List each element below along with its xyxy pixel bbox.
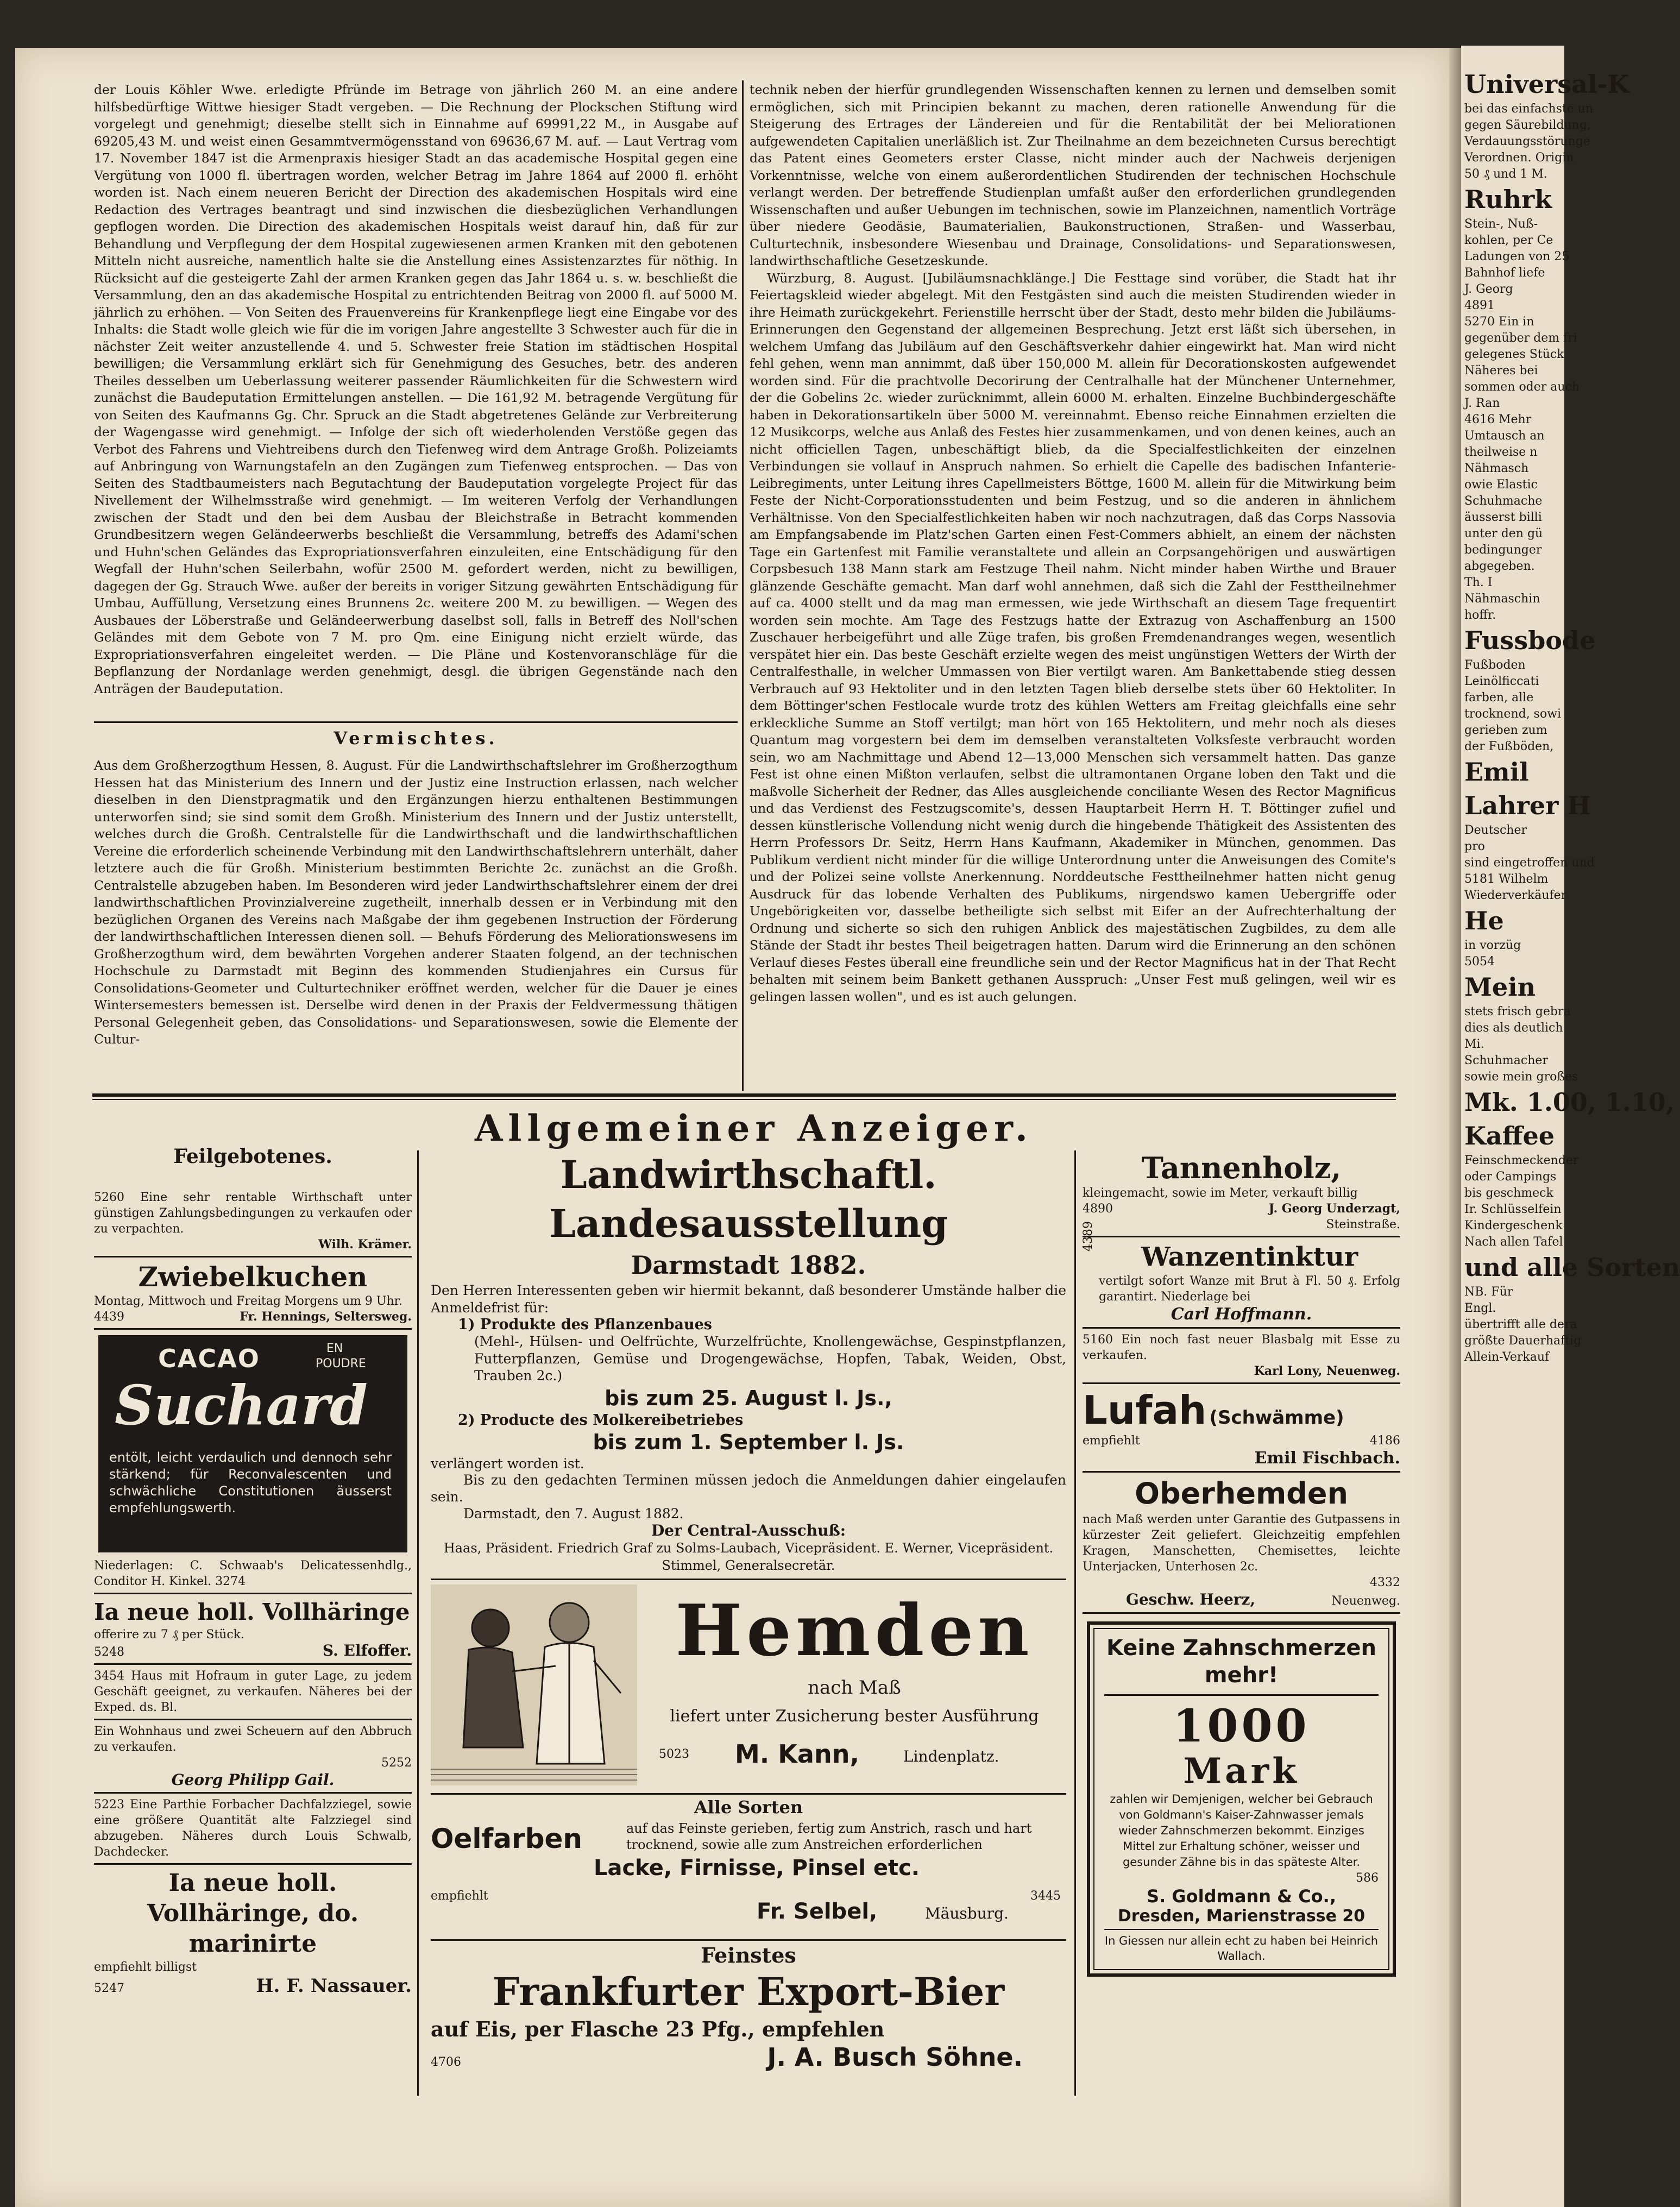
- lufah-title: Lufah: [1083, 1387, 1207, 1433]
- hemden-address: Lindenplatz.: [903, 1747, 999, 1765]
- next-page-line: Mein: [1464, 972, 1536, 1002]
- ober-title: Oberhemden: [1135, 1476, 1348, 1511]
- next-page-line: theilweise n: [1464, 445, 1538, 459]
- article-culturtechnik-text: technik neben der hierfür grundlegenden Wissenschaften kennen zu lernen und demselben somit ermöglichen, sich mit Principien bekannt zu machen, deren rationelle Anwendung für die Steigerung des Ertrages der Ländereien und für die Rentabilität der bei Meliorationen aufgewendeten Capitalien unerläßlich ist. Zur Theilnahme an dem bezeichneten Cursus berechtigt das Patent eines Geometers erster Classe, nicht minder auch der Nachweis derjenigen Vorkenntnisse, welche von einem außerordentlichen Studirenden der technischen Hochschule verlangt werden. Der betreffende Studienplan umfaßt außer den erforderlichen grundlegenden Wissenschaften und außer Uebungen im technischen, sowie im Planzeichnen, namentlich Vorträge über niedere Geodäsie, Baumaterialien, Baukonstructionen, Straßen- und Wasserbau, Culturtechnik, insbesondere Wiesenbau und Drainage, Consolidations- und Separationswesen, landwirthschaftliche Gesetzeskunde.: [750, 82, 1396, 268]
- ziegel-text: 5223 Eine Parthie Forbacher Dachfalzziegel, sowie eine größere Quantität alte Falzziegel sind abzugeben. Näheres durch Louis Schwalb, Dachdecker.: [94, 1798, 412, 1859]
- ad-column-right: [1083, 1150, 1400, 1977]
- next-page-line: 5270 Ein in: [1464, 315, 1534, 329]
- next-page-line: in vorzüg: [1464, 939, 1521, 952]
- feil-heading: Feilgebotenes.: [173, 1145, 332, 1168]
- lufah-number: 4186: [1370, 1434, 1400, 1448]
- next-page-line: farben, alle: [1464, 691, 1534, 705]
- next-page-line: pro: [1464, 840, 1485, 853]
- cacao-poudre: POUDRE: [316, 1357, 366, 1370]
- next-page-line: Näheres bei: [1464, 364, 1538, 378]
- wanzen-signature: Carl Hoffmann.: [1171, 1305, 1312, 1324]
- column-divider: [742, 80, 744, 1091]
- next-page-line: sind eingetroffen und: [1464, 856, 1595, 870]
- hemden-text: liefert unter Zusicherung bester Ausführung: [670, 1706, 1039, 1726]
- next-page-line: 4616 Mehr: [1464, 413, 1532, 426]
- zahn-number: 586: [1356, 1871, 1379, 1885]
- oel-signature: Fr. Selbel,: [757, 1898, 878, 1924]
- herring-signature: S. Elfoffer.: [322, 1642, 412, 1659]
- zahn-address: Dresden, Marienstrasse 20: [1117, 1907, 1366, 1926]
- next-page-line: Fußboden: [1464, 658, 1526, 672]
- anzeiger-title: Allgemeiner Anzeiger.: [475, 1107, 1033, 1149]
- next-page-line: unter den gü: [1464, 527, 1543, 540]
- next-page-line: Nähmaschin: [1464, 592, 1540, 606]
- herring-footer: [94, 1643, 412, 1660]
- scheuer-number: 5252: [381, 1756, 412, 1770]
- bier-title: Frankfurter Export-Bier: [492, 1969, 1005, 2014]
- zwiebel-footer: [94, 1309, 412, 1325]
- ober-address: Neuenweg.: [1331, 1594, 1400, 1608]
- newspaper-page: [15, 48, 1449, 2207]
- tannen-title: Tannenholz,: [1141, 1150, 1342, 1185]
- zwiebel-text: Montag, Mittwoch und Freitag Morgens um 9 Uhr.: [94, 1294, 402, 1308]
- zahn-local: In Giessen nur allein echt zu haben bei Heinrich Wallach.: [1104, 1934, 1379, 1963]
- zahn-amount: 1000: [1173, 1700, 1310, 1752]
- next-page-line: Nach allen Tafel: [1464, 1235, 1563, 1249]
- zwiebel-signature: Fr. Hennings, Seltersweg.: [240, 1310, 412, 1324]
- next-page-line: Kindergeschenk: [1464, 1219, 1563, 1233]
- bier-number: 4706: [431, 2055, 461, 2069]
- next-page-line: stets frisch gebra: [1464, 1005, 1571, 1018]
- article-city-council-text: der Louis Köhler Wwe. erledigte Pfründe im Betrage von jährlich 260 M. an eine andere hilfsbedürftige Wittwe hiesiger Stadt vergeben. — Die Rechnung der Plockschen Stiftung wird vorgelegt und genehmigt; dieselbe stellt sich in Einnahme auf 69991,22 M., in Ausgabe auf 69205,43 M. und weist einen Gesammtvermögensstand von 69636,67 M. auf. — Laut Vertrag vom 17. November 1847 ist die Armenpraxis hiesiger Stadt an das academische Hospital gegen eine Vergütung von 1000 fl. übertragen worden, welcher Betrag im Jahre 1864 auf 2000 fl. erhöht worden ist. Nach einem neueren Bericht der Direction des akademischen Hospitals wird eine Redaction des Vertrages beantragt und sind inzwischen die diesbezüglichen Verhandlungen gepflogen worden. Die Direction des akademischen Hospitals weist darauf hin, daß für zur Behandlung und Verpflegung der dem Hospital zugewiesenen armen Kranken mit den gebotenen Mitteln nicht ausreiche, namentlich halte sie die Anstellung eines Assistenzarztes für nöthig. In Rücksicht auf die gesteigerte Zahl der armen Kranken gegen das Jahr 1864 u. s. w. beschließt die Versammlung, den an das akademische Hospital zu entrichtenden Beitrag von 2000 fl. auf 5000 M. jährlich zu erhöhen. — Von Seiten des Frauenvereins für Krankenpflege liegt eine Eingabe vor des Inhalts: die Stadt wolle gleich wie für die im vorigen Jahre angestellte 3 Schwester auch für die in nächster Zeit weiter anzustellende 4. und 5. Schwester freie Station im städtischen Hospital bewilligen; die Versammlung erklärt sich für Genehmigung des Gesuches, betr. des anderen Theiles desselben um Ueberlassung weiterer passender Räumlichkeiten für die Schwestern wird zunächst die Baudeputation Ermittelungen anstellen. — Die 161,92 M. betragende Vergütung für von Seiten des Kaufmanns Gg. Chr. Spruck an die Stadt abgetretenes Gelände zur Verbreiterung der Wagengasse wird genehmigt. — Infolge der sich oft wiederholenden Verstöße gegen das Verbot des Fahrens und Viehtreibens durch den Tiefenweg wird dem Antrage Großh. Polizeiamts auf Anbringung von Warnungstafeln an den Zugängen zum Tiefenweg entsprochen. — Das von Seiten des Stadtbaumeisters nach Begutachtung der Baudeputation vorgelegte Project für das Nivellement der Wilhelmsstraße wird genehmigt. — Im weiteren Verfolg der Verhandlungen zwischen der Stadt und den bei dem Ausbau der Bleichstraße in Betracht kommenden Grundbesitzern wegen Geländeerwerbs beschließt die Versammlung, betreffs des Adami'schen und Huhn'schen Geländes das Expropriationsverfahren einzuleiten, eine Entschädigung für den Wegfall der Huhn'schen Seilerbahn, wofür 2500 M. gefordert werden, nicht zu bewilligen, dagegen der Gg. Strauch Wwe. außer der bereits in voriger Sitzung gewährten Entschädigung für Umbau, Auffüllung, Versetzung eines Brunnens 2c. weitere 200 M. zu bewilligen. — Wegen des Ausbaues der Löberstraße und Geländeerwerbung daselbst soll, falls in Betreff des Noll'schen Geländes mit dem Gebote von 7 M. pro Qm. eine Einigung nicht erzielt würde, das Expropriationsverfahren eingeleitet werden. — Die Pläne und Kostenvoranschläge für die Bepflanzung der Nordanlage werden genehmigt, desgl. die übrigen Gegenstände nach den Anträgen der Baudeputation.: [94, 82, 738, 696]
- herring-text: offerire zu 7 ₰ per Stück.: [94, 1628, 245, 1642]
- next-page-line: Nähmasch: [1464, 462, 1529, 475]
- next-page-line: Ladungen von 25: [1464, 250, 1570, 263]
- next-page-line: kohlen, per Ce: [1464, 234, 1553, 247]
- next-page-line: 5054: [1464, 955, 1495, 969]
- anzeiger-top-rule-thin: [92, 1099, 1396, 1100]
- oel-number: 3445: [1030, 1889, 1061, 1903]
- bier-text: auf Eis, per Flasche 23 Pfg., empfehlen: [431, 2016, 885, 2041]
- tannen-footer: [1083, 1201, 1400, 1217]
- marinirt-number: 5247: [94, 1982, 124, 1995]
- landes-item1-text: (Mehl-, Hülsen- und Oelfrüchte, Wurzelfrüchte, Knollengewächse, Gespinstpflanzen, Futterpflanzen, Gemüse und Drogengewächse, Hopfen, Tabak, Weiden, Obst, Trauben 2c.): [474, 1334, 1066, 1384]
- landes-subtitle: Darmstadt 1882.: [631, 1250, 866, 1280]
- landes-committee: Der Central-Ausschuß:: [651, 1521, 846, 1539]
- next-page-line: hoffr.: [1464, 608, 1496, 622]
- next-page-line: sommen oder auch: [1464, 380, 1580, 394]
- scheuer-signature: Georg Philipp Gail.: [171, 1771, 335, 1789]
- divider: [1104, 1929, 1379, 1930]
- next-page-line: Wiederverkäufer: [1464, 889, 1567, 902]
- divider: [1104, 1694, 1379, 1696]
- section-divider: [94, 721, 738, 723]
- next-page-line: Universal-K: [1464, 70, 1629, 99]
- divider: [94, 1663, 412, 1665]
- next-page-line: J. Ran: [1464, 397, 1500, 410]
- divider: [431, 1793, 1066, 1795]
- next-page-line: trocknend, sowi: [1464, 707, 1562, 721]
- divider: [94, 1792, 412, 1794]
- hemden-ad: [431, 1584, 1066, 1791]
- landes-names: Haas, Präsident. Friedrich Graf zu Solms-Laubach, Vicepräsident. E. Werner, Vicepräsident. Stimmel, Generalsecretär.: [443, 1540, 1054, 1573]
- landes-item2-date: bis zum 1. September l. Js.: [593, 1430, 904, 1454]
- zahn-inner-frame: [1093, 1628, 1389, 1970]
- next-page-line: 4891: [1464, 299, 1495, 312]
- hemden-title: Hemden: [675, 1588, 1034, 1672]
- zwiebel-number: 4439: [94, 1310, 124, 1324]
- landes-after: verlängert worden ist.: [431, 1455, 584, 1472]
- next-page-line: oder Campings: [1464, 1170, 1557, 1184]
- landes-item1-date: bis zum 25. August l. Js.,: [605, 1386, 892, 1410]
- landes-item1-head: 1) Produkte des Pflanzenbaues: [458, 1316, 713, 1333]
- zahn-company: S. Goldmann & Co.,: [1147, 1886, 1336, 1907]
- next-page-line: Th. I: [1464, 576, 1493, 589]
- next-page-line: dies als deutlich: [1464, 1021, 1563, 1035]
- next-page-line: und alle Sorten: [1464, 1253, 1680, 1282]
- ober-signature: Geschw. Heerz,: [1126, 1590, 1256, 1608]
- next-page-line: Stein-, Nuß-: [1464, 217, 1538, 231]
- ober-number: 4332: [1370, 1576, 1400, 1589]
- ad-column-left: [94, 1134, 412, 1997]
- divider: [94, 1719, 412, 1720]
- landes-title: Landwirthschaftl. Landesausstellung: [549, 1152, 948, 1246]
- cacao-text: entölt, leicht verdaulich und dennoch sehr stärkend; für Reconvalescenten und schwächliche Constitutionen äusserst empfehlungswerth.: [109, 1450, 392, 1516]
- article-left-column: [94, 81, 738, 1059]
- hemden-number: 5023: [659, 1747, 689, 1761]
- ober-footer: [1083, 1590, 1400, 1609]
- next-page-line: Verdauungsstörunge: [1464, 135, 1590, 148]
- next-page-line: NB. Für: [1464, 1285, 1513, 1299]
- zahn-text: zahlen wir Demjenigen, welcher bei Gebrauch von Goldmann's Kaiser-Zahnwasser jemals wieder Zahnschmerzen bekommt. Einziges Mittel zur Erhaltung schöner, weisser und gesunder Zähne bis in das späteste Alter.: [1110, 1793, 1373, 1869]
- wanzen-title: Wanzentinktur: [1141, 1242, 1358, 1272]
- next-page-line: He: [1464, 906, 1504, 935]
- ad-column-divider-left: [417, 1150, 419, 2096]
- anzeiger-top-rule: [92, 1093, 1396, 1097]
- next-page-line: abgegeben.: [1464, 559, 1535, 573]
- next-page-line: owie Elastic: [1464, 478, 1538, 492]
- bier-heading: Feinstes: [701, 1942, 796, 1967]
- hemden-signature: M. Kann,: [735, 1739, 859, 1769]
- divider: [94, 1256, 412, 1257]
- divider: [1083, 1471, 1400, 1473]
- next-page-line: gegenüber dem fri: [1464, 331, 1577, 345]
- divider: [94, 1863, 412, 1865]
- marinirt-title: Ia neue holl. Vollhäringe, do. marinirte: [147, 1869, 359, 1958]
- lufah-ad: [1083, 1387, 1400, 1468]
- cacao-en: EN: [326, 1342, 343, 1355]
- next-page-line: Lahrer H: [1464, 791, 1591, 820]
- landes-place: Darmstadt, den 7. August 1882.: [463, 1505, 684, 1521]
- herring-title: Ia neue holl. Vollhäringe: [94, 1599, 410, 1625]
- next-page-line: bis geschmeck: [1464, 1186, 1553, 1200]
- cacao-sellers: Niederlagen: C. Schwaab's Delicatessenhdlg., Conditor H. Kinkel. 3274: [94, 1559, 412, 1588]
- next-page-line: bei das einfachste un: [1464, 102, 1594, 116]
- next-page-line: Ir. Schlüsselfein: [1464, 1203, 1562, 1216]
- next-page-line: der Fußböden,: [1464, 740, 1554, 753]
- misc-heading: Vermischtes.: [334, 728, 498, 749]
- wanzen-number: 4389: [1081, 1221, 1095, 1252]
- next-page-line: gegen Säurebildung,: [1464, 118, 1591, 132]
- next-page-line: Ruhrk: [1464, 185, 1552, 214]
- ad-column-center: [431, 1150, 1066, 2072]
- next-page-line: übertrifft alle dera: [1464, 1318, 1577, 1331]
- feil-text: 5260 Eine sehr rentable Wirthschaft unter günstigen Zahlungsbedingungen zu verkaufen oder zu verpachten.: [94, 1191, 412, 1236]
- next-page-line: Mi.: [1464, 1038, 1484, 1051]
- next-page-line: Mk. 1.00, 1.10,: [1464, 1087, 1675, 1117]
- wanzen-text: vertilgt sofort Wanze mit Brut à Fl. 50 ₰. Erfolg garantirt. Niederlage bei: [1099, 1274, 1400, 1304]
- zahn-unit: Mark: [1183, 1751, 1300, 1791]
- haus-text: 3454 Haus mit Hofraum in guter Lage, zu jedem Geschäft geeignet, zu verkaufen. Näheres bei der Exped. ds. Bl.: [94, 1669, 412, 1714]
- next-page-line: Schuhmacher: [1464, 1054, 1548, 1067]
- blasbalg-text: 5160 Ein noch fast neuer Blasbalg mit Esse zu verkaufen.: [1083, 1333, 1400, 1362]
- next-page-line: sowie mein großes: [1464, 1070, 1578, 1084]
- marinirt-footer: [94, 1975, 412, 1997]
- next-page-line: Umtausch an: [1464, 429, 1545, 443]
- cacao-label: CACAO: [158, 1344, 260, 1373]
- oel-text: auf das Feinste gerieben, fertig zum Anstrich, rasch und hart trocknend, sowie alle zum Anstreichen erforderlichen: [626, 1820, 1032, 1852]
- divider: [1083, 1327, 1400, 1329]
- next-page-line: 50 ₰ und 1 M.: [1464, 167, 1547, 181]
- lufah-footer: [1083, 1433, 1400, 1449]
- next-page-line: Verordnen. Origin: [1464, 151, 1574, 165]
- oel-ad: [431, 1818, 1066, 1937]
- article-right-column: [750, 81, 1396, 1092]
- next-page-text: [1464, 67, 1680, 1366]
- next-page-line: Schuhmache: [1464, 494, 1543, 508]
- marinirt-text: empfiehlt billigst: [94, 1960, 197, 1974]
- divider: [94, 1328, 412, 1330]
- divider: [431, 1579, 1066, 1580]
- divider: [431, 1939, 1066, 1941]
- lufah-text: empfiehlt: [1083, 1434, 1140, 1448]
- oel-title: Oelfarben: [431, 1822, 583, 1854]
- next-page-line: Bahnhof liefe: [1464, 266, 1545, 280]
- landes-note: Bis zu den gedachten Terminen müssen jedoch die Anmeldungen dahier eingelaufen sein.: [431, 1472, 1066, 1505]
- next-page-line: gerieben zum: [1464, 724, 1547, 737]
- article-wuerzburg-text: Würzburg, 8. August. [Jubiläumsnachklänge.] Die Festtage sind vorüber, die Stadt hat ihr Feiertagskleid wieder abgelegt. Mit den Festgästen sind auch die meisten Studirenden wieder in ihre Heimath zurückgekehrt. Ferienstille herrscht über der Stadt, desto mehr bilden die Jubiläums-Erinnerungen den Gegenstand der allgemeinen Besprechung. Jetzt erst läßt sich übersehen, in welchem Umfang das Jubiläum auf den Geschäftsverkehr dahier eingewirkt hat. Man wird nicht fehl gehen, wenn man annimmt, daß über 150,000 M. allein für Decorationskosten aufgewendet worden sind. Für die prachtvolle Decorirung der Centralhalle hat der Münchener Unternehmer, der die Gobelins 2c. wieder zurücknimmt, allein 6000 M. erhalten. Einzelne Buchbindergeschäfte haben in Dekorationsartikeln über 5000 M. vereinnahmt. Ebenso reiche Einnahmen erzielten die 12 Musikcorps, welche aus Anlaß des Festes hier zusammenkamen, und von denen keines, auch an nicht officiellen Tagen, unbeschäftigt blieb, da die Specialfestlichkeiten der einzelnen Verbindungen sie vollauf in Anspruch nahmen. So erhielt die Capelle des badischen Infanterie-Leibregiments, unter Leitung ihres Capellmeisters Böttge, 1600 M. allein für die Mitwirkung beim Feste der Nicht-Corporationsstudenten und beim Festzug, und so die anderen in ähnlichem Verhältnisse. Von den Specialfestlichkeiten haben wir noch nachzutragen, daß das Corps Nassovia am Empfangsabende im Platz'schen Garten einen Fest-Commers abhielt, an einem der nächsten Tage ein Gartenfest mit Familie veranstaltete und allein an Corpsangehörigen und auswärtigen Corpsbesuch 138 Mann stark am Festzuge Theil nahm. Nicht minder haben Wirthe und Brauer glänzende Geschäfte gemacht. Man darf wohl annehmen, daß sich die Zahl der Festtheilnehmer auf ca. 4000 stellt und da mag man ermessen, wie jede Wirthschaft an diesem Tage frequentirt worden sein mochte. Am Tage des Festzugs hatte der Extrazug von Aschaffenburg an 1500 Zuschauer herbeigeführt und alle Züge trafen, bis großen Fremdenandranges wegen, wesentlich verspätet hier ein. Das beste Geschäft erzielte wegen des meist ungünstigen Wetters der Wirth der Centralfesthalle, in welcher Ummassen von Bier vertilgt waren. Am Bankettabende stieg dessen Verbrauch auf 93 Hektoliter und in den letzten Tagen blieb derselbe stets über 60 Hektoliter. In dem Böttinger'schen Festlocale wurde trotz des kühlen Wetters am Freitag gleichfalls eine sehr erkleckliche Summe an Stoff vertilgt; man hört von 165 Hektolitern, und mehr noch als dieses Quantum mag vorgestern bei dem im demselben veranstalteten Volksfeste verbraucht worden sein, wo am Nachmittage und Abend 12—13,000 Menschen sich versammelt hatten. Das ganze Fest ist ohne einen Mißton verlaufen, selbst die ultramontanen Organe loben den Takt und die maßvolle Sicherheit der Redner, das Alles ausgleichende conciliante Wesen des Rector Magnificus und das Verdienst des Festzugscomite's, dessen Hauptarbeit Herrn H. T. Böttinger zufiel und dessen künstlerische Vollendung nicht wenig durch die hingebende Thätigkeit des Assistenten des Herrn Professors Dr. Seitz, Herrn Hans Kaufmann, Akademiker in München, genommen. Das Publikum verdient nicht minder für die willige Unterordnung unter die Anweisungen des Comite's und der Polizei seine vollste Anerkennung. Norddeutsche Festtheilnehmer hatten nicht genug Ausdruck für das lobende Verhalten des Publikums, nirgendswo kamen Uebergriffe oder Ungebörigkeiten vor, dasselbe betheiligte sich selbst mit Eifer an der Aufrechterhaltung der Ordnung und sicherte so sich den ruhigen Anblick des majestätischen Zugbildes, zu dem alle Stände der Stadt ihr bestes Theil beigetragen hatten. Darum wird die Erinnerung an den schönen Verlauf dieses Festes überall eine freundliche sein und der Rector Magnificus hat in der That Recht behalten mit seinem beim Bankett gethanen Ausspruch: „Unser Fest muß gelingen, weil wir es gelingen lassen wollen", und es ist auch gelungen.: [750, 270, 1396, 1004]
- next-page-line: Feinschmeckender: [1464, 1154, 1579, 1167]
- bier-signature: J. A. Busch Söhne.: [767, 2042, 1023, 2072]
- bier-footer: [431, 2042, 1066, 2072]
- divider: [94, 1593, 412, 1594]
- oel-recommend: empfiehlt: [431, 1889, 488, 1903]
- article-misc-text: Aus dem Großherzogthum Hessen, 8. August. Für die Landwirthschaftslehrer im Großherzogthum Hessen hat das Ministerium des Innern und der Justiz eine Instruction erlassen, nach welcher dieselben in den Dienstpragmatik und den Ergänzungen hierzu enthaltenen Bestimmungen unterworfen sind; sie sind somit dem Großh. Ministerium des Innern und der Justiz unterstellt, welches durch die Großh. Centralstelle für die Landwirthschaft und die landwirthschaftlichen Vereine die erforderlich scheinende Verbindung mit den Landwirthschaftslehrern unterhält, daher letztere auch die für Großh. Ministerium bestimmten Berichte 2c. zunächst an die Großh. Centralstelle abzugeben haben. Im Besonderen wird jeder Landwirthschaftslehrer einem der drei landwirthschaftlichen Provinzialvereine zugetheilt, innerhalb dessen er in Verbindung mit den bezüglichen Organen des Vereins nach Maßgabe der ihm gegebenen Instruction der Förderung der landwirthschaftlichen Interessen dienen soll. — Behufs Förderung des Meliorationswesens im Großherzogthum wird, dem bewährten Vorgehen anderer Staaten folgend, an der technischen Hochschule zu Darmstadt mit Beginn des kommenden Studienjahres ein Cursus für Consolidations-Geometer und Culturtechniker eröffnet werden, welcher für die Dauer je eines Wintersemesters bemessen ist. Derselbe wird denen in der Praxis der Feldvermessung thätigen Personal Gelegenheit geben, das Consolidations- und Separationswesen, sowie die Elemente der Cultur-: [94, 758, 738, 1047]
- oel-heading: Alle Sorten: [694, 1796, 803, 1818]
- tannen-number: 4890: [1083, 1202, 1113, 1216]
- next-page-line: Leinölficcati: [1464, 675, 1539, 688]
- zahn-title: Keine Zahnschmerzen mehr!: [1106, 1636, 1377, 1688]
- cacao-brand: Suchard: [115, 1373, 368, 1437]
- tannen-text: kleingemacht, sowie im Meter, verkauft billig: [1083, 1186, 1358, 1200]
- lufah-signature: Emil Fischbach.: [1254, 1449, 1400, 1468]
- next-page-line: Engl.: [1464, 1301, 1496, 1315]
- landes-intro: Den Herren Interessenten geben wir hiermit bekannt, daß besonderer Umstände halber die Anmeldefrist für:: [431, 1282, 1066, 1316]
- next-page-line: bedingunger: [1464, 543, 1542, 557]
- next-page-line: Emil: [1464, 757, 1529, 787]
- lufah-paren: (Schwämme): [1209, 1407, 1344, 1429]
- ober-text: nach Maß werden unter Garantie des Gutpassens in kürzester Zeit geliefert. Gleichzeitig empfehlen Kragen, Manschetten, Chemisettes, leichte Unterjacken, Unterhosen 2c.: [1083, 1513, 1400, 1574]
- next-page-line: Fussbode: [1464, 626, 1596, 655]
- next-page-cropped: [1461, 46, 1680, 2207]
- zwiebel-title: Zwiebelkuchen: [138, 1261, 368, 1293]
- cacao-ad: [98, 1335, 407, 1552]
- feil-signature: Wilh. Krämer.: [318, 1237, 412, 1252]
- tannen-signature: J. Georg Underzagt,: [1268, 1202, 1400, 1216]
- tailor-illustration-icon: [431, 1584, 637, 1785]
- next-page-line: Deutscher: [1464, 823, 1527, 837]
- landes-item2-head: 2) Producte des Molkereibetriebes: [458, 1411, 744, 1429]
- divider: [1083, 1612, 1400, 1614]
- next-page-line: Kaffee: [1464, 1121, 1555, 1150]
- next-page-line: J. Georg: [1464, 282, 1513, 296]
- divider: [1083, 1236, 1400, 1237]
- zahn-ad: [1087, 1621, 1396, 1977]
- oel-list: Lacke, Firnisse, Pinsel etc.: [593, 1855, 920, 1881]
- scheuer-text: Ein Wohnhaus und zwei Scheuern auf den Abbruch zu verkaufen.: [94, 1725, 412, 1754]
- herring-number: 5248: [94, 1645, 124, 1659]
- blasbalg-signature: Karl Lony, Neuenweg.: [1254, 1364, 1400, 1378]
- hemden-subtitle: nach Maß: [808, 1676, 901, 1699]
- next-page-line: größte Dauerhaftig: [1464, 1334, 1582, 1348]
- tannen-address: Steinstraße.: [1326, 1218, 1400, 1231]
- divider: [1083, 1382, 1400, 1384]
- oel-address: Mäusburg.: [925, 1904, 1009, 1922]
- page-edge: [1449, 48, 1461, 2207]
- next-page-line: Allein-Verkauf: [1464, 1350, 1550, 1364]
- next-page-line: 5181 Wilhelm: [1464, 872, 1549, 886]
- ad-column-divider-right: [1074, 1150, 1076, 2096]
- next-page-line: gelegenes Stück: [1464, 348, 1564, 361]
- marinirt-signature: H. F. Nassauer.: [256, 1975, 412, 1997]
- next-page-line: äusserst billi: [1464, 511, 1542, 524]
